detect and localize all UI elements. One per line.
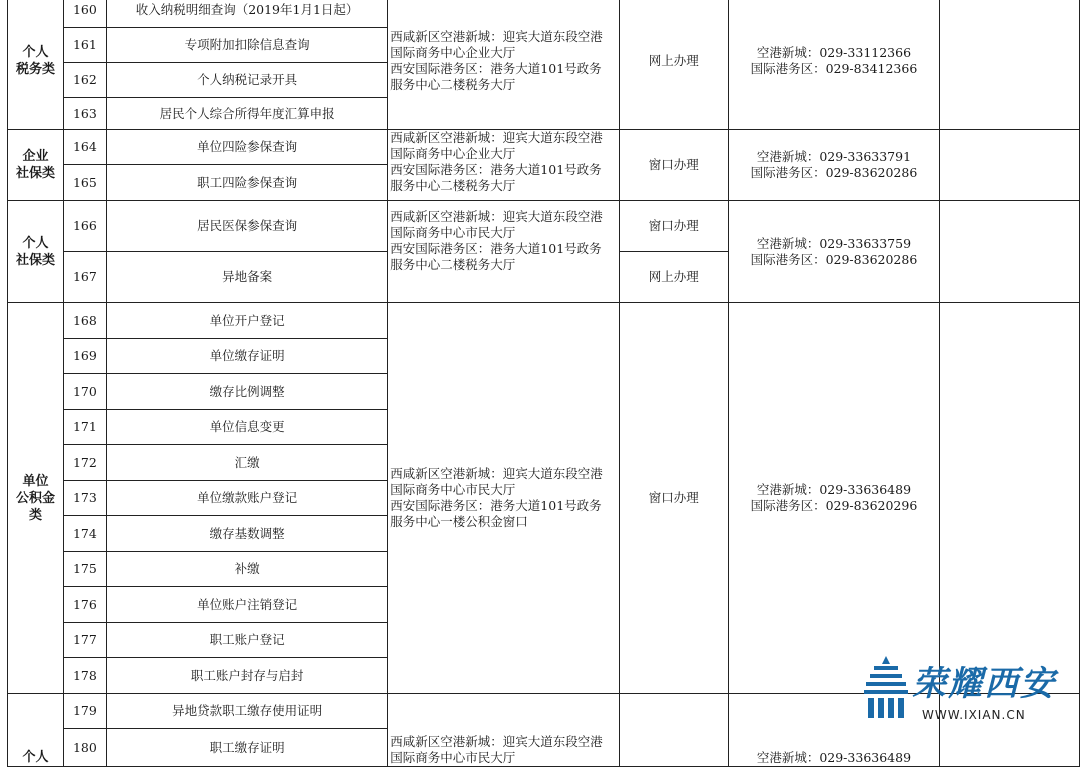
- phone-cell: 空港新城：029-33636489: [728, 694, 940, 767]
- row-number: 164: [63, 130, 106, 165]
- service-item: 职工账户封存与启封: [106, 658, 387, 694]
- table-row: [8, 130, 1080, 165]
- service-item: 职工缴存证明: [106, 729, 387, 767]
- phone-cell: 空港新城：029-33636489 国际港务区：029-83620296: [728, 303, 940, 694]
- category-cell: 单位 公积金 类: [8, 303, 64, 694]
- address-cell: 西咸新区空港新城：迎宾大道东段空港 国际商务中心企业大厅 西安国际港务区：港务大道101号政务 服务中心二楼税务大厅: [388, 0, 620, 130]
- remarks-cell: [940, 201, 1080, 303]
- watermark: [862, 652, 1062, 726]
- row-number: 170: [63, 374, 106, 410]
- row-number: 180: [63, 729, 106, 767]
- service-item: 单位信息变更: [106, 410, 387, 445]
- row-number: 168: [63, 303, 106, 339]
- service-item: 职工账户登记: [106, 623, 387, 658]
- method-cell: 窗口办理: [619, 201, 728, 252]
- service-item: 单位四险参保查询: [106, 130, 387, 165]
- row-number: 162: [63, 63, 106, 98]
- address-cell: 西咸新区空港新城：迎宾大道东段空港 国际商务中心企业大厅 西安国际港务区：港务大道101号政务 服务中心二楼税务大厅: [388, 130, 620, 201]
- row-number: 171: [63, 410, 106, 445]
- remarks-cell: [940, 303, 1080, 694]
- service-item: 个人纳税记录开具: [106, 63, 387, 98]
- row-number: 161: [63, 28, 106, 63]
- address-cell: 西咸新区空港新城：迎宾大道东段空港 国际商务中心市民大厅 西安国际港务区：港务大道101号政务 服务中心二楼税务大厅: [388, 201, 620, 303]
- method-cell: 窗口办理: [619, 303, 728, 694]
- row-number: 177: [63, 623, 106, 658]
- category-cell: 个人 税务类: [8, 0, 64, 130]
- method-cell: 窗口办理: [619, 130, 728, 201]
- method-cell: [619, 694, 728, 767]
- category-cell: 企业 社保类: [8, 130, 64, 201]
- table-row: [8, 0, 1080, 28]
- service-item: 专项附加扣除信息查询: [106, 28, 387, 63]
- service-item: 单位缴款账户登记: [106, 481, 387, 516]
- method-cell: 网上办理: [619, 252, 728, 303]
- remarks-cell: [940, 130, 1080, 201]
- row-number: 169: [63, 339, 106, 374]
- row-number: 166: [63, 201, 106, 252]
- row-number: 163: [63, 98, 106, 130]
- service-item: 单位账户注销登记: [106, 587, 387, 623]
- service-item: 异地备案: [106, 252, 387, 303]
- service-item: 汇缴: [106, 445, 387, 481]
- row-number: 176: [63, 587, 106, 623]
- phone-cell: 空港新城：029-33112366 国际港务区：029-83412366: [728, 0, 940, 130]
- service-item: 缴存比例调整: [106, 374, 387, 410]
- row-number: 179: [63, 694, 106, 729]
- row-number: 173: [63, 481, 106, 516]
- row-number: 160: [63, 0, 106, 28]
- service-item: 单位开户登记: [106, 303, 387, 339]
- service-item: 收入纳税明细查询（2019年1月1日起）: [106, 0, 387, 28]
- service-item: 职工四险参保查询: [106, 165, 387, 201]
- row-number: 178: [63, 658, 106, 694]
- phone-cell: 空港新城：029-33633791 国际港务区：029-83620286: [728, 130, 940, 201]
- row-number: 167: [63, 252, 106, 303]
- address-cell: 西咸新区空港新城：迎宾大道东段空港 国际商务中心市民大厅: [388, 694, 620, 767]
- row-number: 174: [63, 516, 106, 552]
- address-cell: 西咸新区空港新城：迎宾大道东段空港 国际商务中心市民大厅 西安国际港务区：港务大道101号政务 服务中心一楼公积金窗口: [388, 303, 620, 694]
- service-item: 居民个人综合所得年度汇算申报: [106, 98, 387, 130]
- service-item: 异地贷款职工缴存使用证明: [106, 694, 387, 729]
- remarks-cell: [940, 0, 1080, 130]
- table-row: [8, 303, 1080, 339]
- service-item: 单位缴存证明: [106, 339, 387, 374]
- service-item: 补缴: [106, 552, 387, 587]
- service-item: 居民医保参保查询: [106, 201, 387, 252]
- row-number: 172: [63, 445, 106, 481]
- row-number: 165: [63, 165, 106, 201]
- row-number: 175: [63, 552, 106, 587]
- service-item: 缴存基数调整: [106, 516, 387, 552]
- watermark-name: 荣耀西安: [912, 664, 1056, 704]
- table-row: [8, 201, 1080, 252]
- watermark-url: WWW.IXIAN.CN: [922, 708, 1026, 722]
- category-cell: 个人: [8, 694, 64, 767]
- method-cell: 网上办理: [619, 0, 728, 130]
- tower-logo-icon: [862, 654, 910, 720]
- phone-cell: 空港新城：029-33633759 国际港务区：029-83620286: [728, 201, 940, 303]
- category-cell: 个人 社保类: [8, 201, 64, 303]
